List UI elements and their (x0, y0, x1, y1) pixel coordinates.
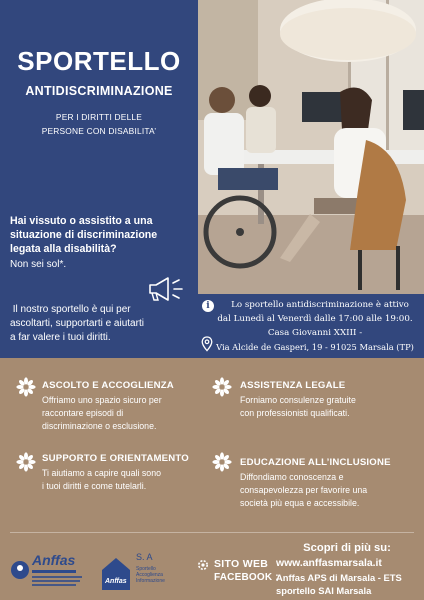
service-description: Ti aiutiamo a capire quali sono i tuoi diritti e come tutelarli. (42, 468, 161, 491)
anffas-wordmark: Anffas (32, 552, 76, 568)
not-alone-text: Non sei sol*. (10, 259, 67, 270)
svg-text:Accoglienza: Accoglienza (136, 572, 163, 578)
facebook-page-link[interactable]: Anffas APS di Marsala - ETS (276, 572, 402, 583)
schedule-line-1: Lo sportello antidiscriminazione è attivo (231, 300, 409, 310)
flower-icon (16, 452, 36, 472)
service-description: Diffondiamo conoscenza e consapevolezza per favorire una società più equa e accessibile. (240, 472, 368, 508)
page-title: SPORTELLO (17, 46, 181, 76)
office-scene-illustration (198, 0, 424, 294)
anffas-wordmark: Anffas (105, 578, 127, 585)
website-link[interactable]: www.anffasmarsala.it (276, 558, 382, 569)
flower-icon (212, 377, 232, 397)
intro-paragraph: Il nostro sportello è qui per ascoltarti, supportarti e aiutarti a far valere i tuoi diritti. (10, 304, 144, 343)
address-line-1: Casa Giovanni XXIII - (267, 328, 363, 338)
megaphone-icon (144, 274, 188, 304)
service-description: Offriamo uno spazio sicuro per raccontare episodi di discriminazione o esclusione. (42, 395, 162, 431)
flower-icon (212, 452, 232, 472)
schedule-line-2: dal Lunedì al Venerdì dalle 17:00 alle 19:00. (217, 314, 413, 324)
page-subtitle: ANTIDISCRIMINAZIONE (25, 84, 173, 98)
service-title: ASSISTENZA LEGALE (240, 380, 346, 391)
facebook-page-link-2[interactable]: sportello SAI Marsala (276, 585, 372, 596)
discover-heading: Scopri di più su: (303, 542, 391, 554)
anffas-logo (10, 548, 94, 592)
office-photo (198, 0, 424, 294)
footer-divider (10, 532, 414, 533)
address-line-2: Via Alcide de Gasperi, 19 - 91025 Marsala (TP) (216, 342, 414, 352)
service-title: EDUCAZIONE ALL’INCLUSIONE (240, 457, 391, 468)
svg-text:Sportello: Sportello (136, 566, 156, 572)
tagline: PER I DIRITTI DELLE PERSONE CON DISABILITA’ (41, 112, 157, 136)
website-label: SITO WEB (214, 558, 269, 570)
service-title: ASCOLTO E ACCOGLIENZA (42, 380, 174, 391)
service-title: SUPPORTO E ORIENTAMENTO (42, 453, 189, 464)
service-description: Forniamo consulenze gratuite con professionisti qualificati. (240, 395, 356, 418)
facebook-label: FACEBOOK : (214, 572, 279, 583)
sai-wordmark: S. A (136, 552, 153, 562)
sai-logo (98, 550, 180, 592)
info-icon: i (202, 300, 214, 312)
svg-text:Informazione: Informazione (136, 578, 165, 584)
intro-question: Hai vissuto o assistito a una situazione di discriminazione legata alla disabilità? (10, 215, 158, 255)
flower-icon (16, 377, 36, 397)
gear-icon (196, 558, 210, 572)
